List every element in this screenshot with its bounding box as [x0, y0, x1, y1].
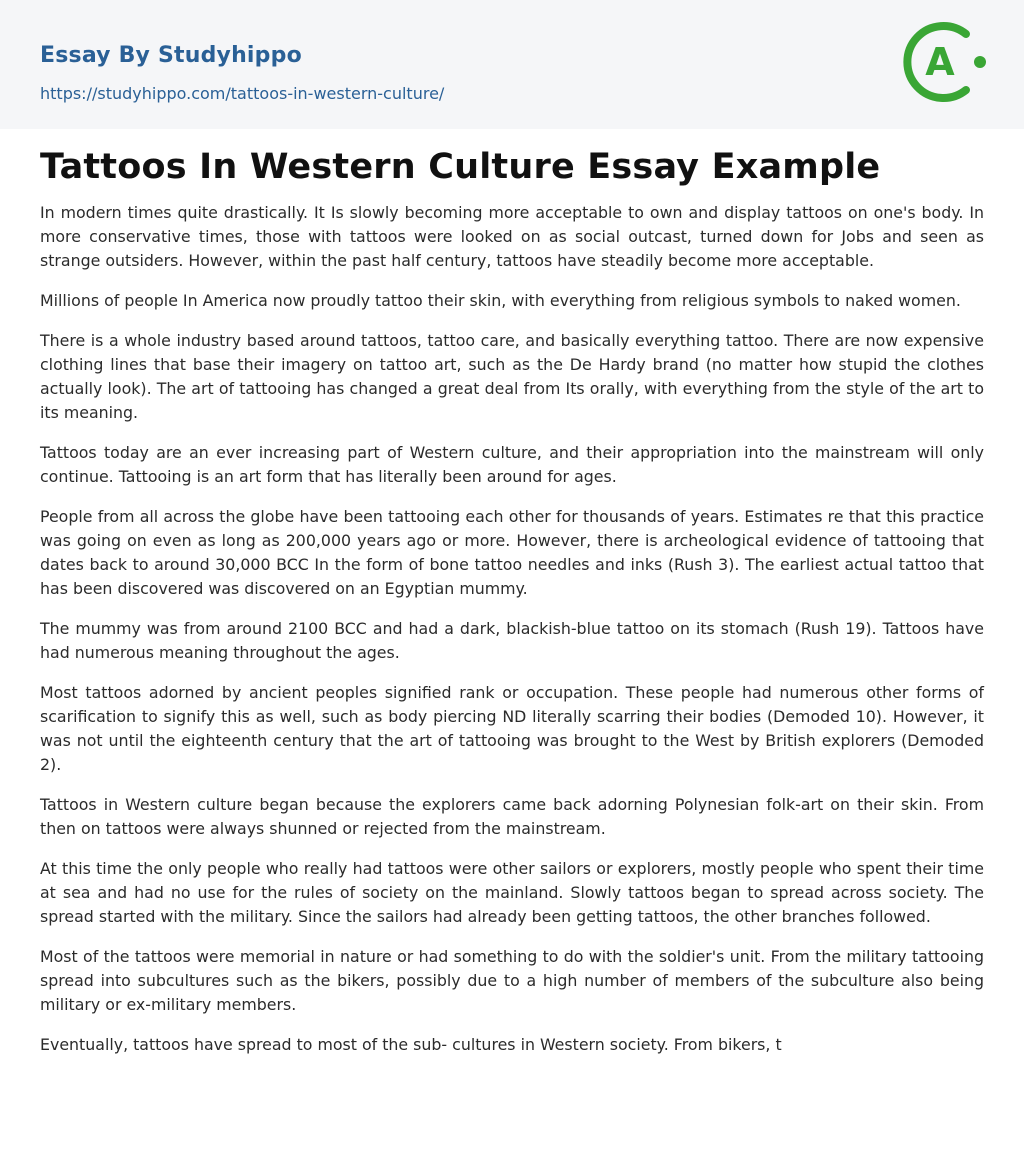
article [0, 129, 1024, 1057]
article-paragraph: The mummy was from around 2100 BCC and had a dark, blackish-blue tattoo on its stomach (Rush 19). Tattoos have had numerous meaning throughout the ages. [40, 619, 984, 662]
source-url-link[interactable]: https://studyhippo.com/tattoos-in-western-culture/ [40, 84, 445, 103]
site-header [0, 0, 1024, 129]
article-paragraph: Most of the tattoos were memorial in nature or had something to do with the soldier's unit. From the military tattooing spread into subcultures such as the bikers, possibly due to a high number of members of the subculture also being military or ex-military members. [40, 947, 984, 1014]
article-paragraph: Eventually, tattoos have spread to most of the sub- cultures in Western society. From bikers, t [40, 1035, 782, 1054]
logo-letter: A [925, 40, 955, 84]
article-paragraph: Millions of people In America now proudly tattoo their skin, with everything from religious symbols to naked women. [40, 291, 961, 310]
studyhippo-logo-icon[interactable] [902, 18, 990, 106]
article-paragraph: Tattoos today are an ever increasing part of Western culture, and their appropriation into the mainstream will only continue. Tattooing is an art form that has literally been around for ages. [40, 443, 984, 486]
article-paragraph: People from all across the globe have been tattooing each other for thousands of years. Estimates re that this practice was going on even as long as 200,000 years ago or more. However, there is archeological evidence of tattooing that dates back to around 30,000 BCC In the form of bone tattoo needles and inks (Rush 3). The earliest actual tattoo that has been discovered was discovered on an Egyptian mummy. [40, 507, 984, 598]
page-title: Tattoos In Western Culture Essay Example [40, 147, 881, 187]
article-paragraph: There is a whole industry based around tattoos, tattoo care, and basically everything tattoo. There are now expensive clothing lines that base their imagery on tattoo art, such as the De Hardy brand (no matter how stupid the clothes actually look). The art of tattooing has changed a great deal from Its orally, with everything from the style of the art to its meaning. [40, 331, 984, 422]
article-paragraph: In modern times quite drastically. It Is slowly becoming more acceptable to own and display tattoos on one's body. In more conservative times, those with tattoos were looked on as social outcast, turned down for Jobs and seen as strange outsiders. However, within the past half century, tattoos have steadily become more acceptable. [40, 203, 984, 270]
brand-title[interactable]: Essay By Studyhippo [40, 43, 302, 68]
article-paragraph: Tattoos in Western culture began because the explorers came back adorning Polynesian folk-art on their skin. From then on tattoos were always shunned or rejected from the mainstream. [40, 795, 984, 838]
article-paragraph: At this time the only people who really had tattoos were other sailors or explorers, mostly people who spent their time at sea and had no use for the rules of society on the mainland. Slowly tattoos began to spread across society. The spread started with the military. Since the sailors had already been getting tattoos, the other branches followed. [40, 859, 984, 926]
article-paragraph: Most tattoos adorned by ancient peoples signified rank or occupation. These people had numerous other forms of scarification to signify this as well, such as body piercing ND literally scarring their bodies (Demoded 10). However, it was not until the eighteenth century that the art of tattooing was brought to the West by British explorers (Demoded 2). [40, 683, 984, 774]
